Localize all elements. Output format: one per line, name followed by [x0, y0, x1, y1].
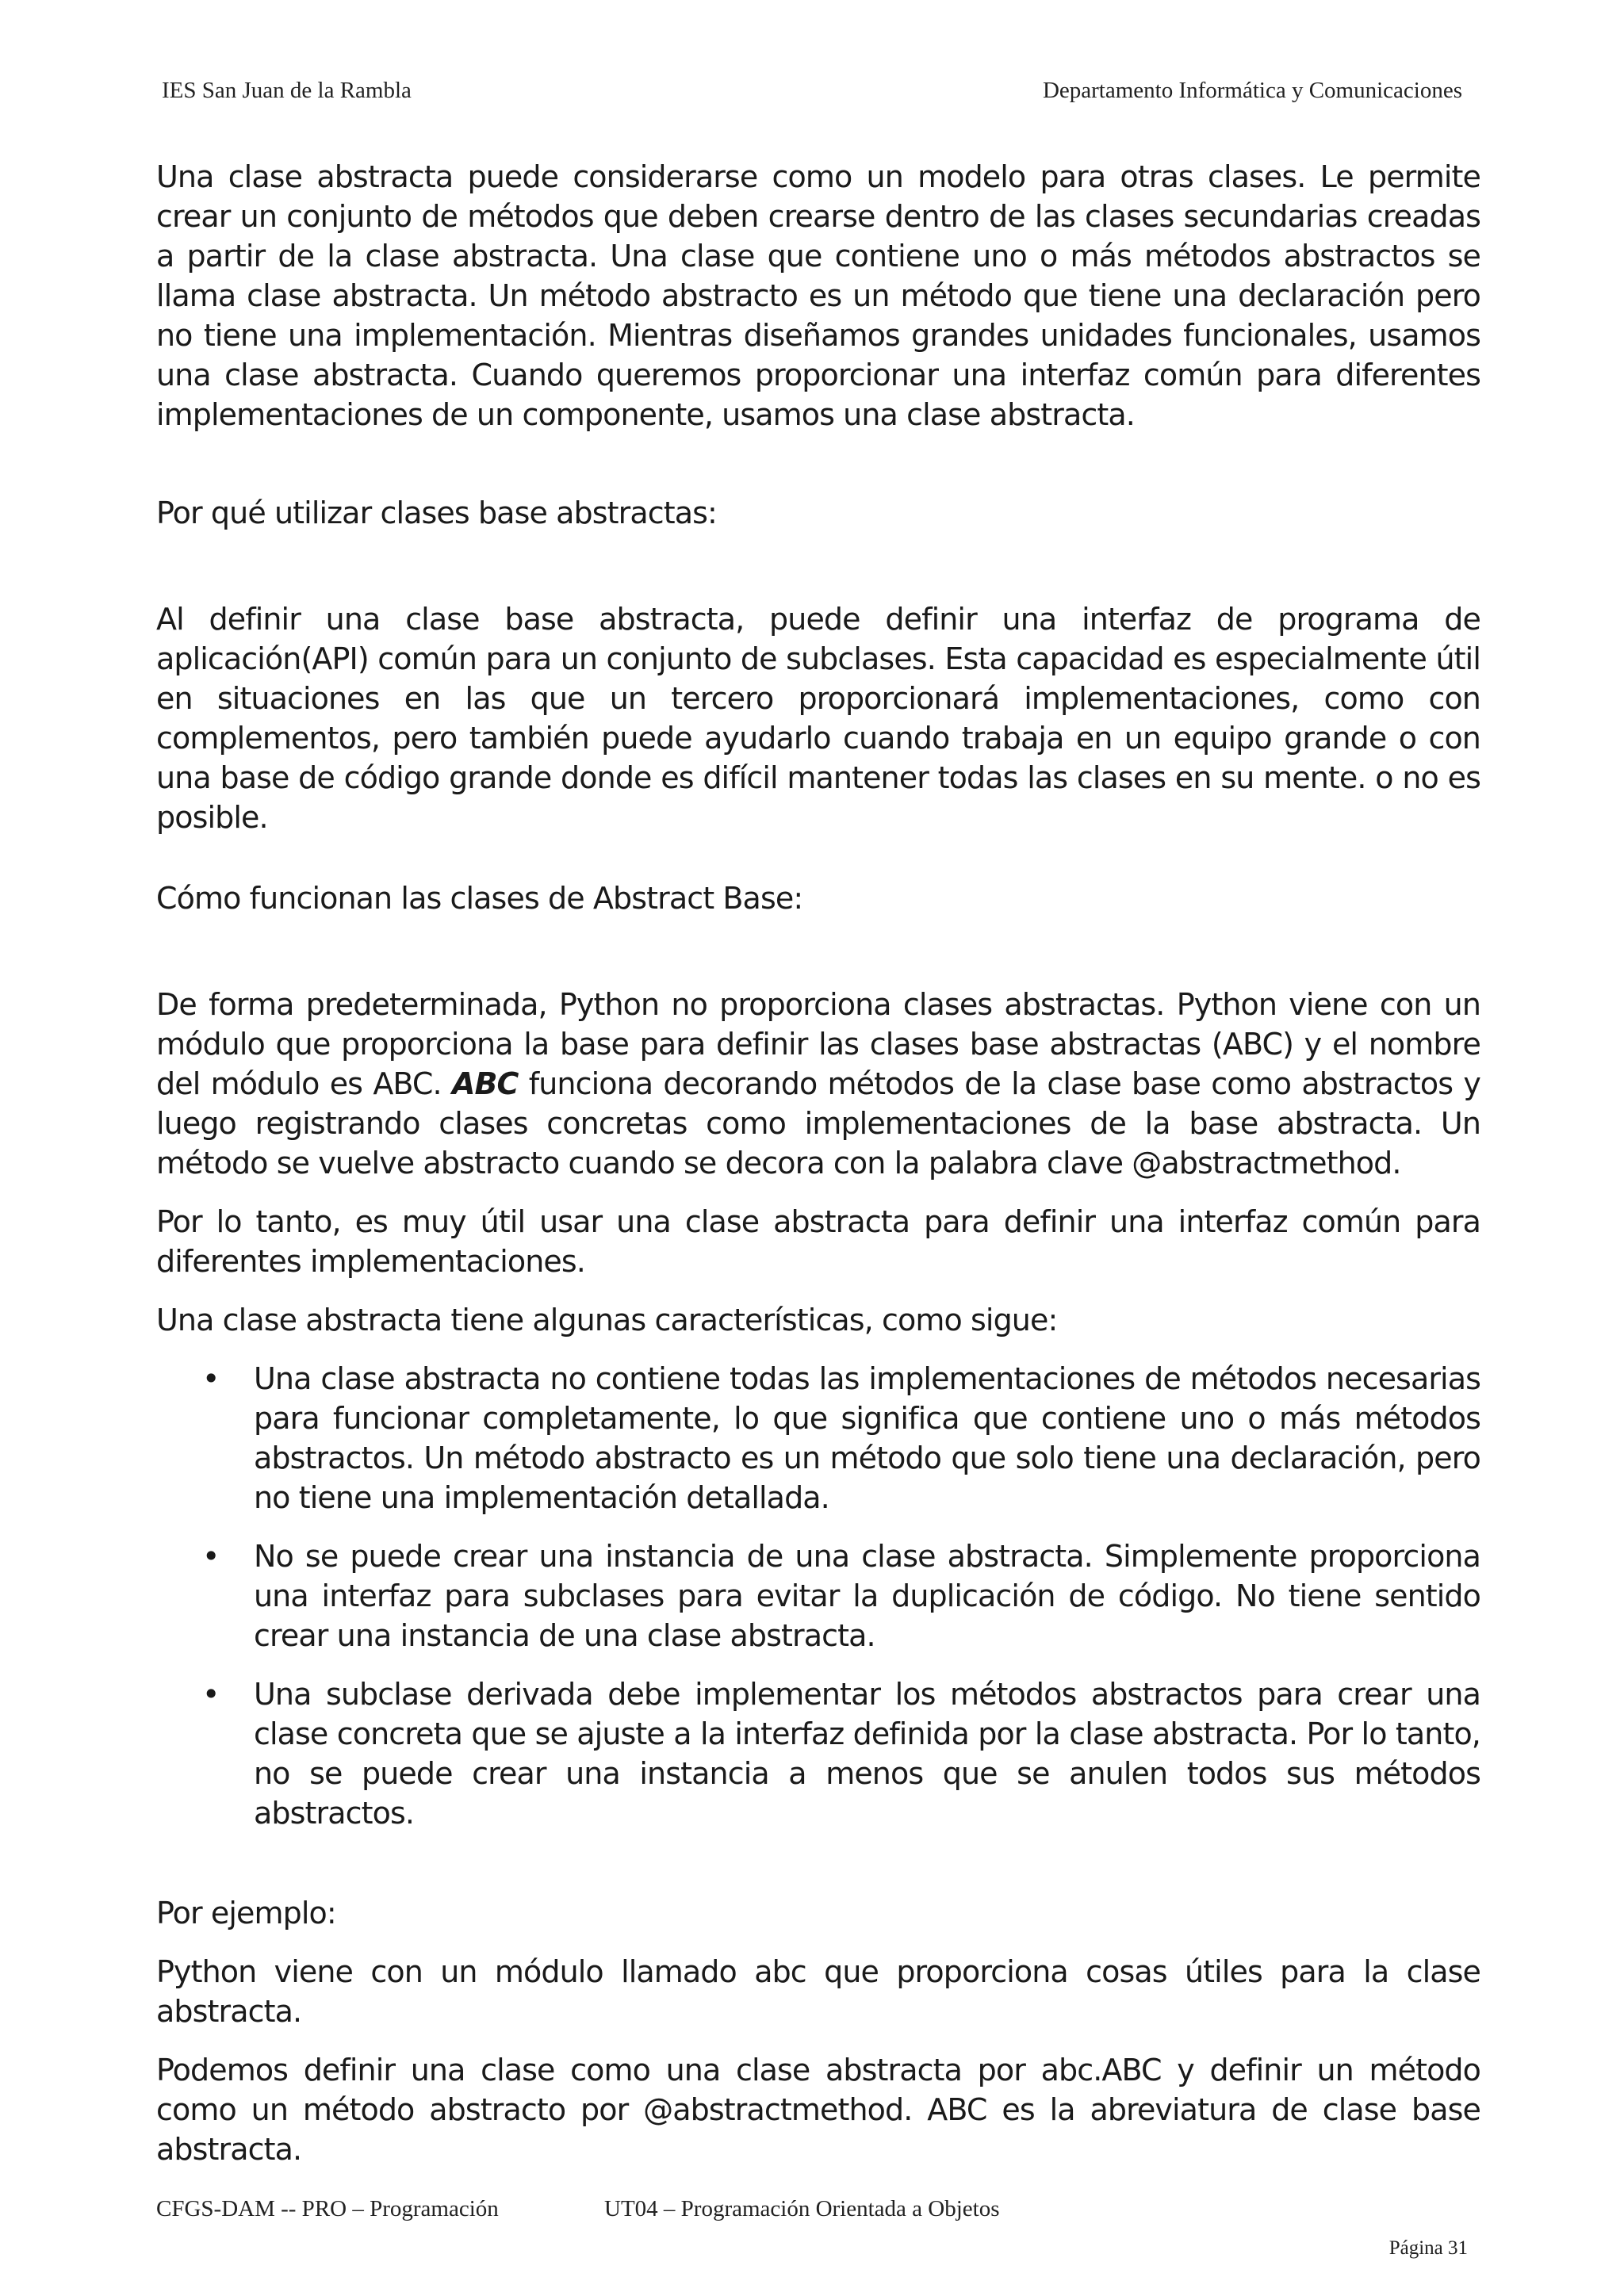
bullet-icon: • — [202, 1539, 220, 1574]
paragraph-how — [156, 985, 1480, 1183]
list-item — [156, 1536, 1480, 1655]
paragraph-characteristics-intro: Una clase abstracta tiene algunas características, como sigue: — [156, 1303, 1058, 1337]
header-school: IES San Juan de la Rambla — [162, 78, 412, 103]
paragraph-how-part2: funciona decorando métodos de la clase base como abstractos y luego registrando clases concretas como implementaciones de la base abstracta. Un método se vuelve abstracto cuando se decora con la palabra clave @abstractmethod. — [156, 1066, 1480, 1181]
paragraph-how-part1: De forma predeterminada, Python no proporciona clases abstractas. Python viene con un módulo que proporciona la base para definir las clases base abstractas (ABC) y el nombre del módulo es ABC. — [156, 987, 1480, 1101]
list-item — [156, 1359, 1480, 1517]
list-item-text: No se puede crear una instancia de una clase abstracta. Simplemente proporciona una interfaz para subclases para evitar la duplicación de código. No tiene sentido crear una instancia de una clase abstracta. — [254, 1539, 1480, 1653]
paragraph-example-module: Python viene con un módulo llamado abc que proporciona cosas útiles para la clase abstracta. — [156, 1954, 1480, 2029]
list-item — [156, 1674, 1480, 1833]
footer-unit: UT04 – Programación Orientada a Objetos — [604, 2196, 1000, 2221]
paragraph-useful: Por lo tanto, es muy útil usar una clase abstracta para definir una interfaz común para diferentes implementaciones. — [156, 1204, 1480, 1279]
page-content — [156, 157, 1480, 2169]
page-number: Página 31 — [1388, 2237, 1468, 2259]
section-heading-how: Cómo funcionan las clases de Abstract Base: — [156, 881, 803, 916]
paragraph-intro: Una clase abstracta puede considerarse como un modelo para otras clases. Le permite crear un conjunto de métodos que deben crearse dentro de las clases secundarias creadas a partir de la clase abstracta. Una clase que contiene uno o más métodos abstractos se llama clase abstracta. Un método abstracto es un método que tiene una declaración pero no tiene una implementación. Mientras diseñamos grandes unidades funcionales, usamos una clase abstracta. Cuando queremos proporcionar una interfaz común para diferentes implementaciones de un componente, usamos una clase abstracta. — [156, 159, 1480, 432]
header-department: Departamento Informática y Comunicaciones — [1042, 78, 1462, 103]
bullet-icon: • — [202, 1361, 220, 1396]
characteristics-list — [156, 1359, 1480, 1833]
section-heading-why: Por qué utilizar clases base abstractas: — [156, 496, 717, 530]
section-heading-example: Por ejemplo: — [156, 1896, 336, 1931]
abc-emphasis: ABC — [451, 1066, 519, 1101]
paragraph-example-define: Podemos definir una clase como una clase abstracta por abc.ABC y definir un método como un método abstracto por @abstractmethod. ABC es la abreviatura de clase base abstracta. — [156, 2053, 1480, 2167]
footer-course: CFGS-DAM -- PRO – Programación — [156, 2196, 499, 2221]
paragraph-why: Al definir una clase base abstracta, puede definir una interfaz de programa de aplicación(API) común para un conjunto de subclases. Esta capacidad es especialmente útil en situaciones en las que un tercero proporcionará implementaciones, como con complementos, pero también puede ayudarlo cuando trabaja en un equipo grande o con una base de código grande donde es difícil mantener todas las clases en su mente. o no es posible. — [156, 602, 1480, 835]
bullet-icon: • — [202, 1677, 220, 1712]
list-item-text: Una clase abstracta no contiene todas las implementaciones de métodos necesarias para funcionar completamente, lo que significa que contiene uno o más métodos abstractos. Un método abstracto es un método que solo tiene una declaración, pero no tiene una implementación detallada. — [254, 1361, 1480, 1515]
list-item-text: Una subclase derivada debe implementar los métodos abstractos para crear una clase concreta que se ajuste a la interfaz definida por la clase abstracta. Por lo tanto, no se puede crear una instancia a menos que se anulen todos sus métodos abstractos. — [254, 1677, 1480, 1831]
